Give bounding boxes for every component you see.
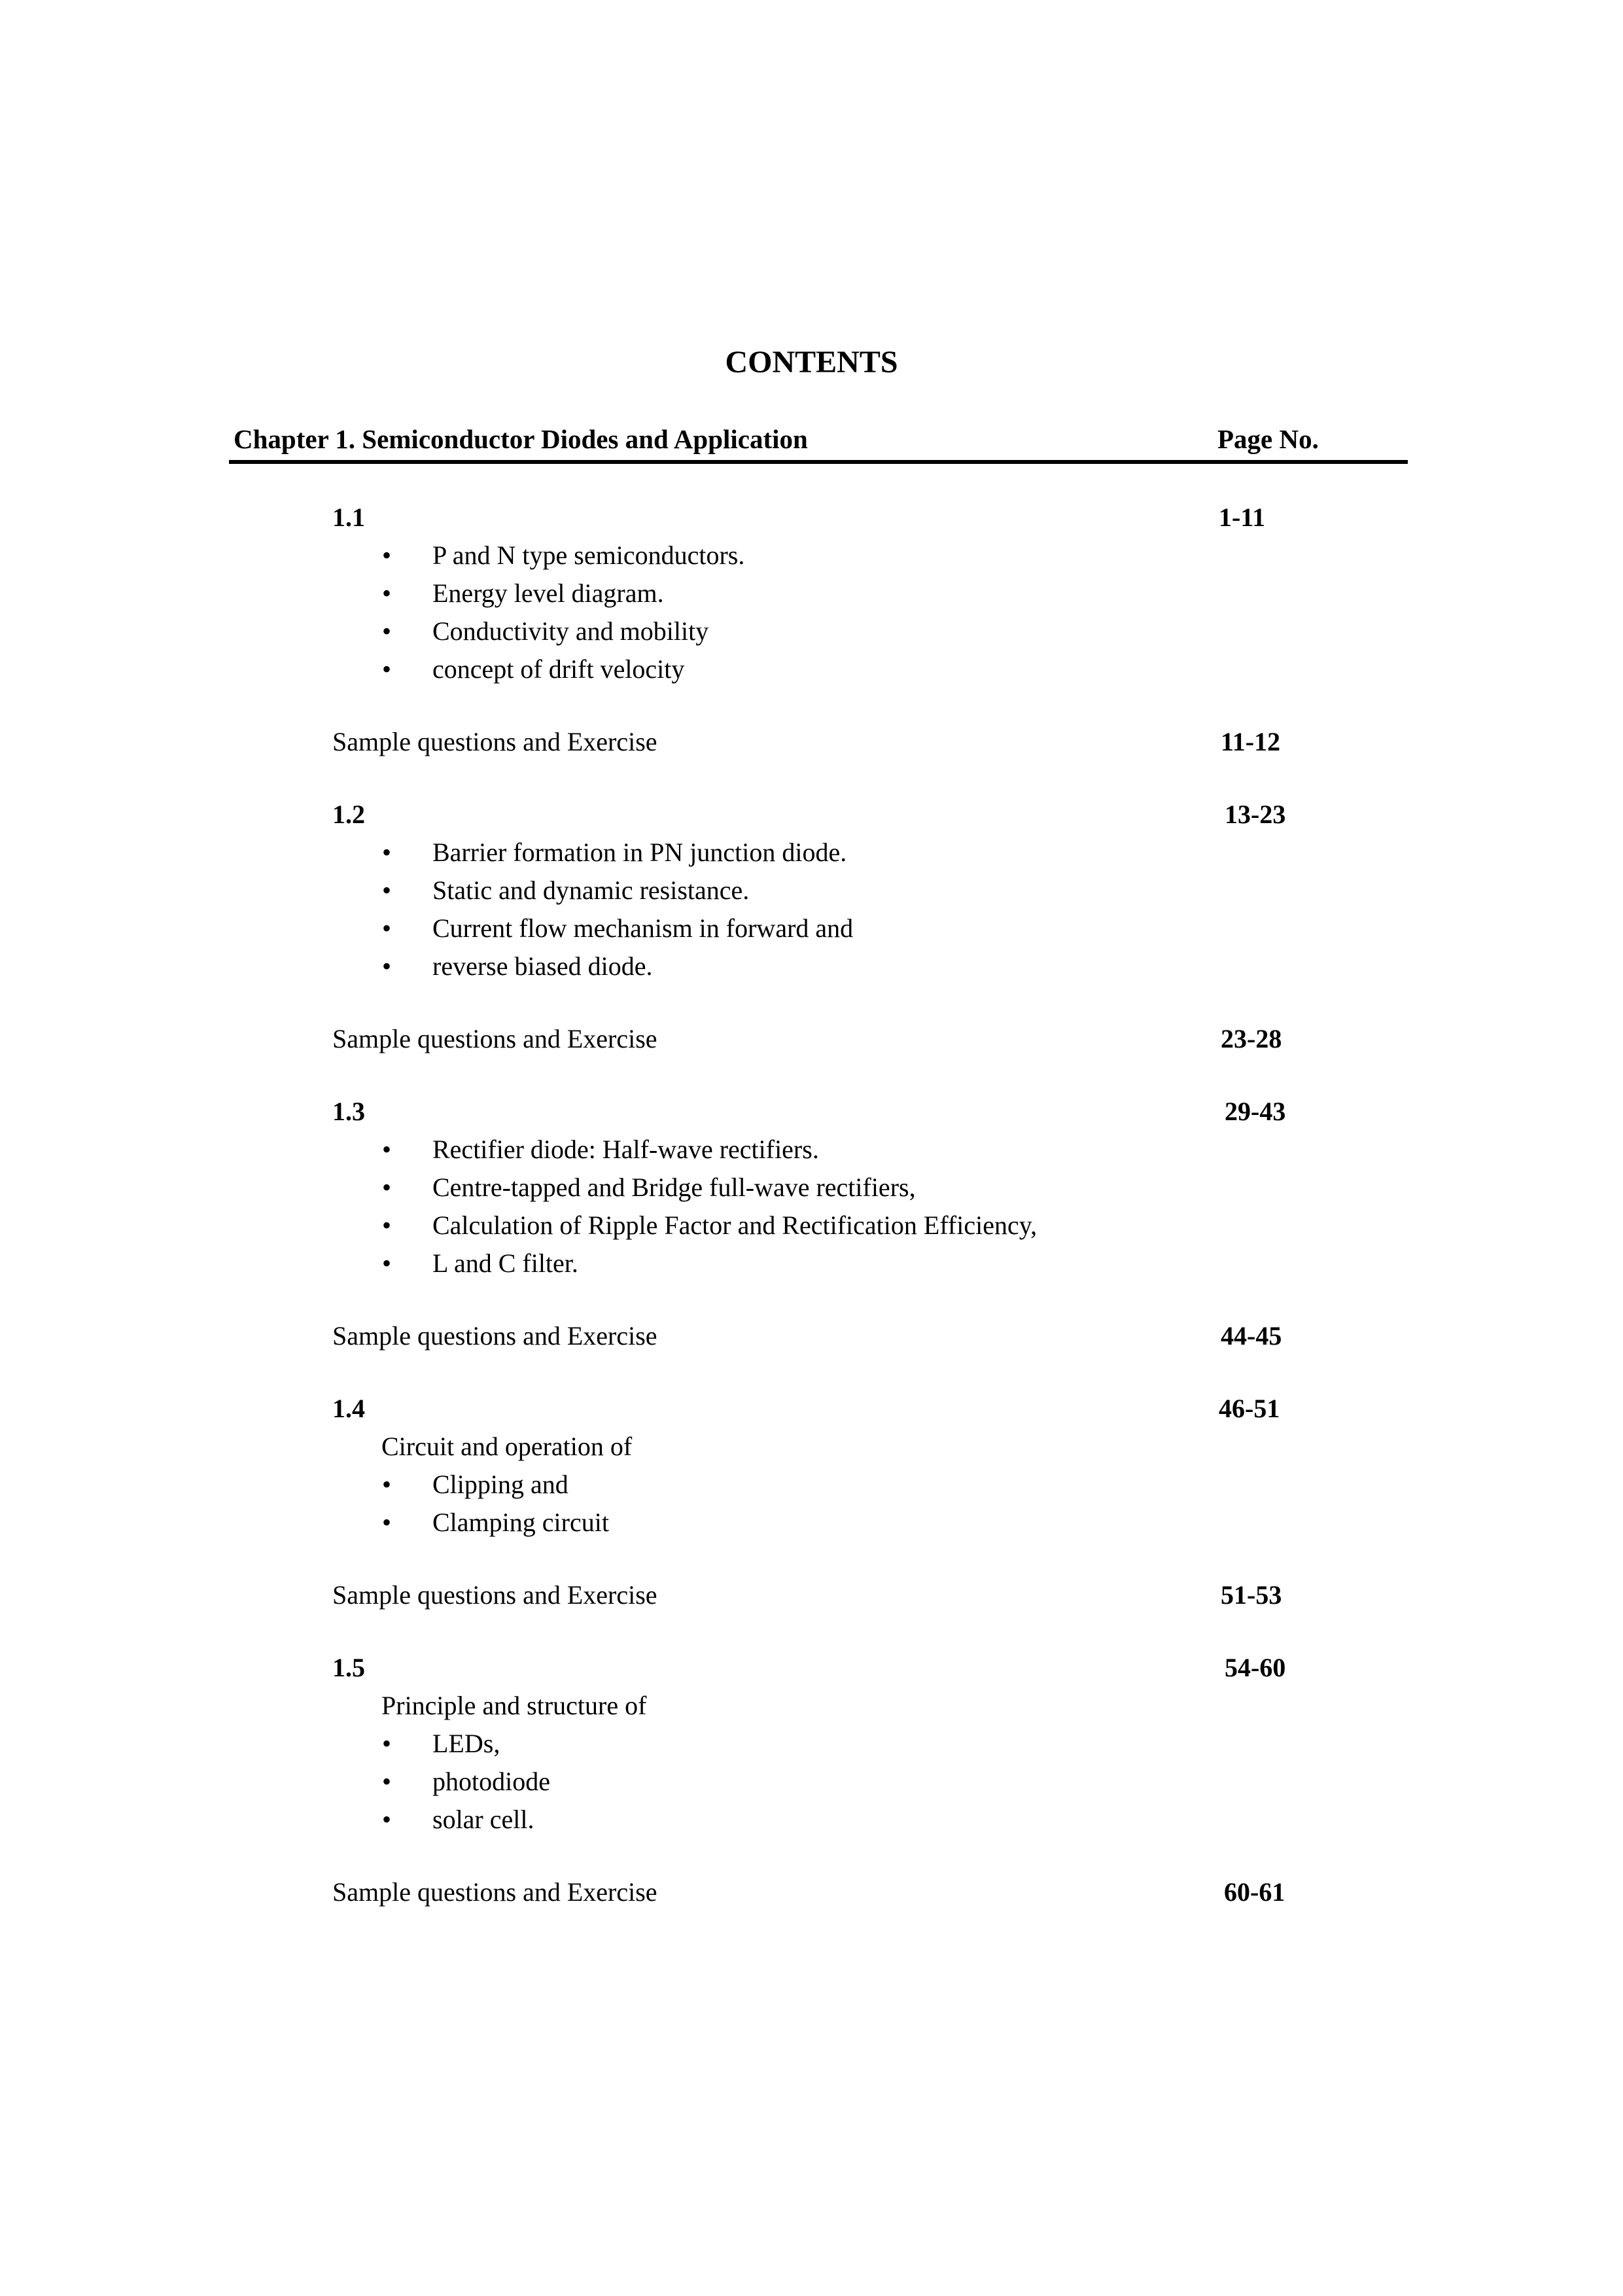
toc-item-text: LEDs, — [432, 1729, 500, 1758]
page-title: CONTENTS — [725, 345, 898, 380]
section-number: 1.3 — [332, 1097, 365, 1126]
section-number: 1.1 — [332, 503, 365, 532]
toc-item-text: Barrier formation in PN junction diode. — [432, 838, 847, 867]
exercise-pages: 60-61 — [1224, 1877, 1285, 1907]
bullet-icon: • — [382, 616, 392, 646]
section-intro: Circuit and operation of — [381, 1432, 633, 1461]
section-number: 1.5 — [332, 1653, 365, 1682]
toc-item-text: Conductivity and mobility — [432, 616, 709, 646]
bullet-icon: • — [382, 951, 392, 981]
exercise-label: Sample questions and Exercise — [332, 727, 657, 756]
toc-item-text: Centre-tapped and Bridge full-wave rectifiers, — [432, 1173, 916, 1202]
bullet-icon: • — [382, 1805, 392, 1834]
section-pages: 1-11 — [1219, 503, 1266, 532]
exercise-pages: 51-53 — [1221, 1580, 1282, 1610]
toc-item-text: Static and dynamic resistance. — [432, 875, 750, 905]
section-pages: 29-43 — [1225, 1097, 1286, 1126]
exercise-pages: 23-28 — [1221, 1024, 1282, 1053]
bullet-icon: • — [382, 1470, 392, 1499]
bullet-icon: • — [382, 540, 392, 570]
bullet-icon: • — [382, 1210, 392, 1240]
section-pages: 13-23 — [1225, 800, 1286, 829]
toc-item-text: solar cell. — [432, 1805, 534, 1834]
bullet-icon: • — [382, 1767, 392, 1796]
exercise-label: Sample questions and Exercise — [332, 1877, 657, 1907]
toc-item-text: Clamping circuit — [432, 1508, 609, 1537]
section-number: 1.4 — [332, 1394, 365, 1423]
toc-item-text: P and N type semiconductors. — [432, 540, 745, 570]
bullet-icon: • — [382, 1173, 392, 1202]
bullet-icon: • — [382, 1508, 392, 1537]
toc-item-text: Clipping and — [432, 1470, 568, 1499]
toc-item-text: Current flow mechanism in forward and — [432, 913, 854, 943]
section-intro: Principle and structure of — [381, 1691, 647, 1720]
bullet-icon: • — [382, 654, 392, 684]
toc-item-text: reverse biased diode. — [432, 951, 653, 981]
bullet-icon: • — [382, 875, 392, 905]
toc-item-text: L and C filter. — [432, 1248, 578, 1278]
toc-item-text: photodiode — [432, 1767, 550, 1796]
toc-item-text: concept of drift velocity — [432, 654, 685, 684]
exercise-label: Sample questions and Exercise — [332, 1321, 657, 1351]
bullet-icon: • — [382, 838, 392, 867]
exercise-pages: 44-45 — [1221, 1321, 1282, 1351]
section-number: 1.2 — [332, 800, 365, 829]
bullet-icon: • — [382, 1135, 392, 1164]
bullet-icon: • — [382, 913, 392, 943]
header-rule — [229, 460, 1408, 464]
toc-item-text: Rectifier diode: Half-wave rectifiers. — [432, 1135, 819, 1164]
bullet-icon: • — [382, 1248, 392, 1278]
bullet-icon: • — [382, 578, 392, 608]
exercise-pages: 11-12 — [1221, 727, 1281, 756]
section-pages: 54-60 — [1225, 1653, 1286, 1682]
exercise-label: Sample questions and Exercise — [332, 1580, 657, 1610]
chapter-heading: Chapter 1. Semiconductor Diodes and Application — [234, 424, 808, 454]
section-pages: 46-51 — [1219, 1394, 1280, 1423]
toc-item-text: Energy level diagram. — [432, 578, 664, 608]
bullet-icon: • — [382, 1729, 392, 1758]
exercise-label: Sample questions and Exercise — [332, 1024, 657, 1053]
page-no-heading: Page No. — [1217, 424, 1319, 454]
toc-item-text: Calculation of Ripple Factor and Rectification Efficiency, — [432, 1210, 1038, 1240]
